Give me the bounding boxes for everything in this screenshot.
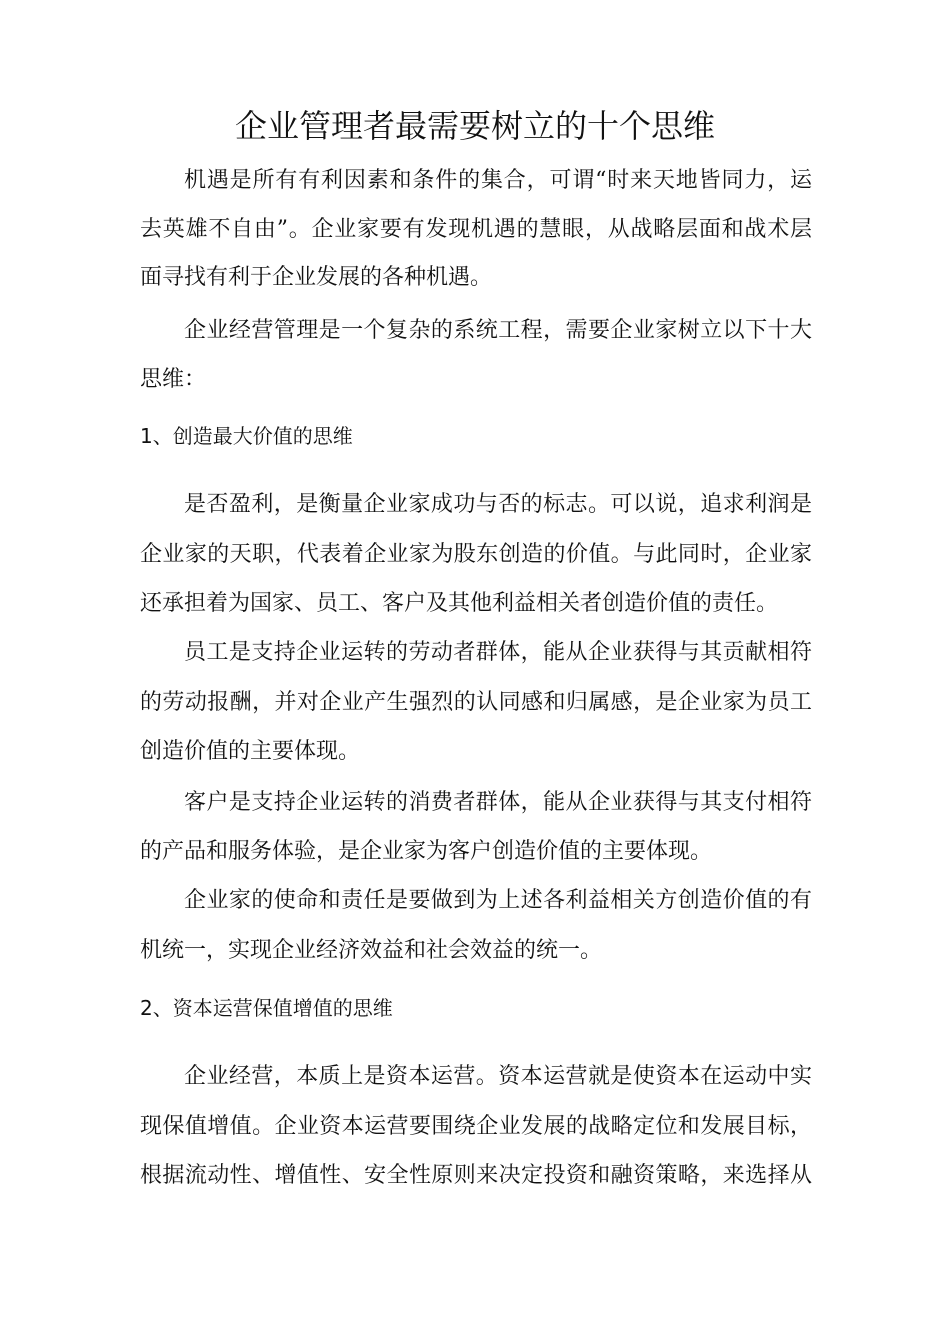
paragraph-line: 企业经营，本质上是资本运营。资本运营就是使资本在运动中实 [184,1064,812,1089]
section-heading-2: 2、资本运营保值增值的思维 [140,996,393,1020]
paragraph-line: 还承担着为国家、员工、客户及其他利益相关者创造价值的责任。 [140,591,779,616]
paragraph-line: 是否盈利，是衡量企业家成功与否的标志。可以说，追求利润是 [184,492,812,517]
paragraph-line: 企业家的天职，代表着企业家为股东创造的价值。与此同时，企业家 [140,542,812,567]
paragraph-line: 机遇是所有有利因素和条件的集合，可谓“时来天地皆同力，运 [184,168,812,193]
paragraph-line: 创造价值的主要体现。 [140,739,361,764]
paragraph-line: 去英雄不自由”。企业家要有发现机遇的慧眼，从战略层面和战术层 [140,217,812,242]
paragraph-line: 根据流动性、增值性、安全性原则来决定投资和融资策略，来选择从 [140,1163,812,1188]
document-title: 企业管理者最需要树立的十个思维 [234,107,715,145]
paragraph-line: 的劳动报酬，并对企业产生强烈的认同感和归属感，是企业家为员工 [140,690,812,715]
paragraph-line: 企业经营管理是一个复杂的系统工程，需要企业家树立以下十大 [184,318,812,343]
paragraph-line: 员工是支持企业运转的劳动者群体，能从企业获得与其贡献相符 [184,640,812,665]
paragraph-line: 的产品和服务体验，是企业家为客户创造价值的主要体现。 [140,839,713,864]
paragraph-line: 企业家的使命和责任是要做到为上述各利益相关方创造价值的有 [184,888,812,913]
section-heading-1: 1、创造最大价值的思维 [140,424,353,448]
paragraph-line: 现保值增值。企业资本运营要围绕企业发展的战略定位和发展目标， [140,1114,812,1139]
paragraph-line: 面寻找有利于企业发展的各种机遇。 [140,265,493,290]
paragraph-line: 客户是支持企业运转的消费者群体，能从企业获得与其支付相符 [184,790,812,815]
paragraph-line: 机统一，实现企业经济效益和社会效益的统一。 [140,938,603,963]
paragraph-line: 思维： [140,367,207,392]
